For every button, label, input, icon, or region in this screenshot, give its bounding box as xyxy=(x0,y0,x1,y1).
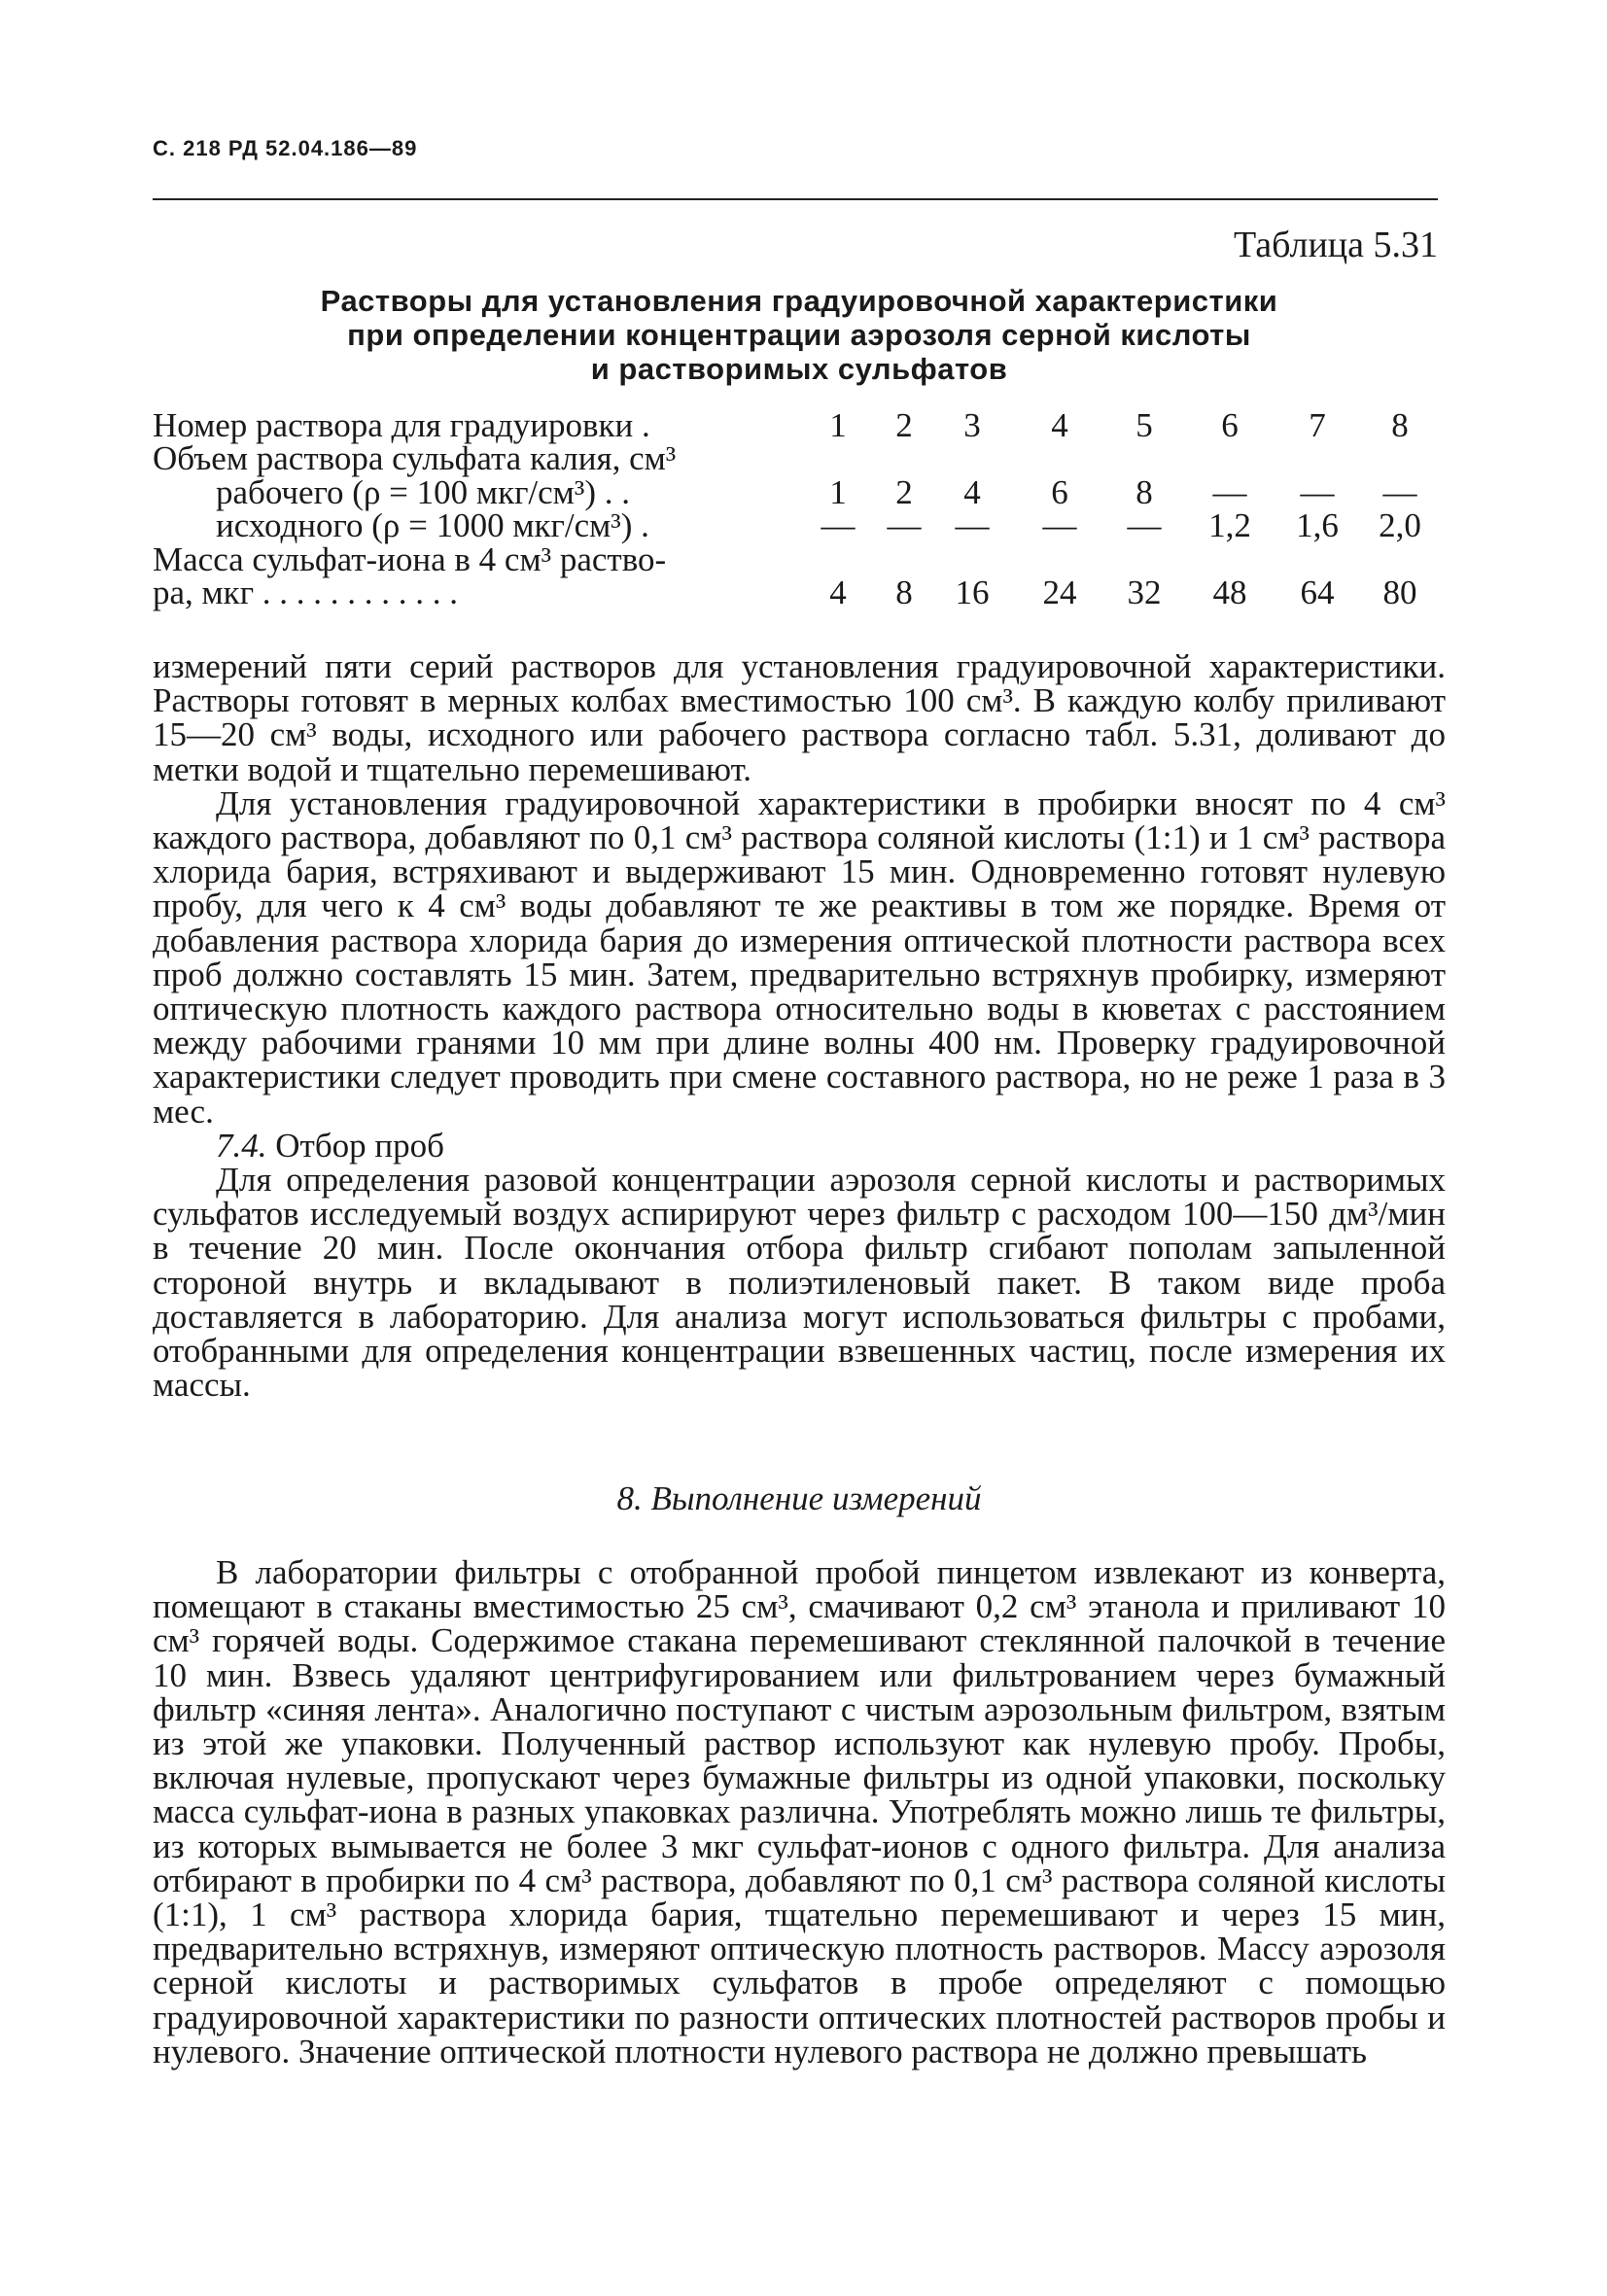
table-cell-initial: 2,0 xyxy=(1379,506,1421,544)
table-cell-initial: — xyxy=(955,506,990,544)
page-header: С. 218 РД 52.04.186—89 xyxy=(153,136,418,160)
subsection-heading xyxy=(153,1126,1446,1165)
table-cell-numbers: 2 xyxy=(895,406,913,444)
table-cell-mass: 24 xyxy=(1042,574,1077,611)
table-cell-numbers: 7 xyxy=(1309,406,1326,444)
table-cell-working: — xyxy=(1382,473,1417,511)
table-title-line: и растворимых сульфатов xyxy=(590,352,1008,386)
row-label-number: Номер раствора для градуировки . xyxy=(153,406,650,444)
paragraph: В лаборатории фильтры с отобранной пробой пинцетом извлекают из конверта, помещают в стаканы вместимостью 25 см³, смачивают 0,2 см³ этанола и приливают 10 см³ горячей воды. Содержимое стакана перемешивают стеклянной палочкой в течение 10 мин. Взвесь удаляют центрифугированием или фильтрованием через бумажный фильтр «синяя лента». Аналогично поступают с чистым аэрозольным фильтром, взятым из этой же упаковки. Полученный раствор используют как нулевую пробу. Пробы, включая нулевые, пропускают через бумажные фильтры из одной упаковки, поскольку масса сульфат-иона в разных упаковках различна. Употреблять можно лишь те фильтры, из которых вымывается не более 3 мкг сульфат-ионов с одного фильтра. Для анализа отбирают в пробирки по 4 см³ раствора, добавляют по 0,1 см³ раствора соляной кислоты (1:1), 1 см³ раствора хлорида бария, тщательно перемешивают и через 15 мин, предварительно встряхнув, измеряют оптическую плотность растворов. Массу аэрозоля серной кислоты и растворимых сульфатов в пробе определяют с помощью градуировочной характеристики по разности оптических плотностей растворов пробы и нулевого. Значение оптической плотности нулевого раствора не должно превышать xyxy=(153,1553,1446,2070)
table-cell-mass: 48 xyxy=(1212,574,1247,611)
table-title-line: Растворы для установления градуировочной характеристики xyxy=(320,284,1278,318)
table-cell-initial: — xyxy=(1042,506,1077,544)
table-cell-initial: 1,2 xyxy=(1208,506,1251,544)
table-cell-mass: 32 xyxy=(1127,574,1162,611)
paragraph: измерений пяти серий растворов для установления градуировочной характеристики. Растворы готовят в мерных колбах вместимостью 100 см³. В каждую колбу приливают 15—20 см³ воды, исходного или рабочего раствора согласно табл. 5.31, доливают до метки водой и тщательно перемешивают. xyxy=(153,647,1446,788)
row-label-initial: исходного (ρ = 1000 мкг/см³) . xyxy=(216,506,649,544)
table-cell-numbers: 1 xyxy=(829,406,847,444)
table-cell-working: 4 xyxy=(963,473,981,511)
table-title xyxy=(153,284,1446,386)
header-rule xyxy=(153,198,1438,200)
table-cell-working: — xyxy=(1300,473,1335,511)
table-cell-working: 2 xyxy=(895,473,913,511)
table-title-line: при определении концентрации аэрозоля серной кислоты xyxy=(347,318,1251,352)
table-cell-initial: — xyxy=(821,506,856,544)
table-number: Таблица 5.31 xyxy=(1233,225,1438,265)
section-heading: 8. Выполнение измерений xyxy=(616,1479,982,1517)
table-cell-numbers: 5 xyxy=(1135,406,1153,444)
paragraph: Для определения разовой концентрации аэрозоля серной кислоты и растворимых сульфатов исследуемый воздух аспирируют через фильтр с расходом 100—150 дм³/мин в течение 20 мин. После окончания отбора фильтр сгибают пополам запыленной стороной внутрь и вкладывают в полиэтиленовый пакет. В таком виде проба доставляется в лабораторию. Для анализа могут использоваться фильтры с пробами, отобранными для определения концентрации взвешенных частиц, после измерения их массы. xyxy=(153,1161,1446,1405)
table-cell-numbers: 6 xyxy=(1221,406,1239,444)
table-cell-initial: — xyxy=(1127,506,1162,544)
table-cell-mass: 4 xyxy=(829,574,847,611)
row-label-volume: Объем раствора сульфата калия, см³ xyxy=(153,439,677,477)
table-cell-numbers: 8 xyxy=(1391,406,1409,444)
table-cell-initial: — xyxy=(887,506,922,544)
body-text-2 xyxy=(153,1555,1446,2069)
table-cell-mass: 80 xyxy=(1382,574,1417,611)
table-cell-mass: 16 xyxy=(955,574,990,611)
table-cell-working: 6 xyxy=(1051,473,1068,511)
table-cell-initial: 1,6 xyxy=(1296,506,1339,544)
row-label-working: рабочего (ρ = 100 мкг/см³) . . xyxy=(216,473,630,511)
table-cell-mass: 8 xyxy=(895,574,913,611)
row-label-mass: Масса сульфат-иона в 4 см³ раство- xyxy=(153,540,667,578)
subsection-number: 7.4. xyxy=(216,1126,267,1165)
table-cell-working: 1 xyxy=(829,473,847,511)
table-cell-working: — xyxy=(1212,473,1247,511)
subsection-title: Отбор проб xyxy=(266,1126,444,1165)
table-cell-mass: 64 xyxy=(1300,574,1335,611)
paragraph: Для установления градуировочной характеристики в пробирки вносят по 4 см³ каждого раствора, добавляют по 0,1 см³ раствора соляной кислоты (1:1) и 1 см³ раствора хлорида бария, встряхивают и выдерживают 15 мин. Одновременно готовят нулевую пробу, для чего к 4 см³ воды добавляют те же реактивы в том же порядке. Время от добавления раствора хлорида бария до измерения оптической плотности раствора всех проб должно составлять 15 мин. Затем, предварительно встряхнув пробирку, измеряют оптическую плотность каждого раствора относительно воды в кюветах с расстоянием между рабочими гранями 10 мм при длине волны 400 нм. Проверку градуировочной характеристики следует проводить при смене составного раствора, но не реже 1 раза в 3 мес. xyxy=(153,783,1446,1131)
table-cell-numbers: 3 xyxy=(963,406,981,444)
table-cell-working: 8 xyxy=(1135,473,1153,511)
body-text-1 xyxy=(153,647,1446,1405)
table-cell-numbers: 4 xyxy=(1051,406,1068,444)
row-label-mass-cont: ра, мкг . . . . . . . . . . . . xyxy=(153,574,459,611)
